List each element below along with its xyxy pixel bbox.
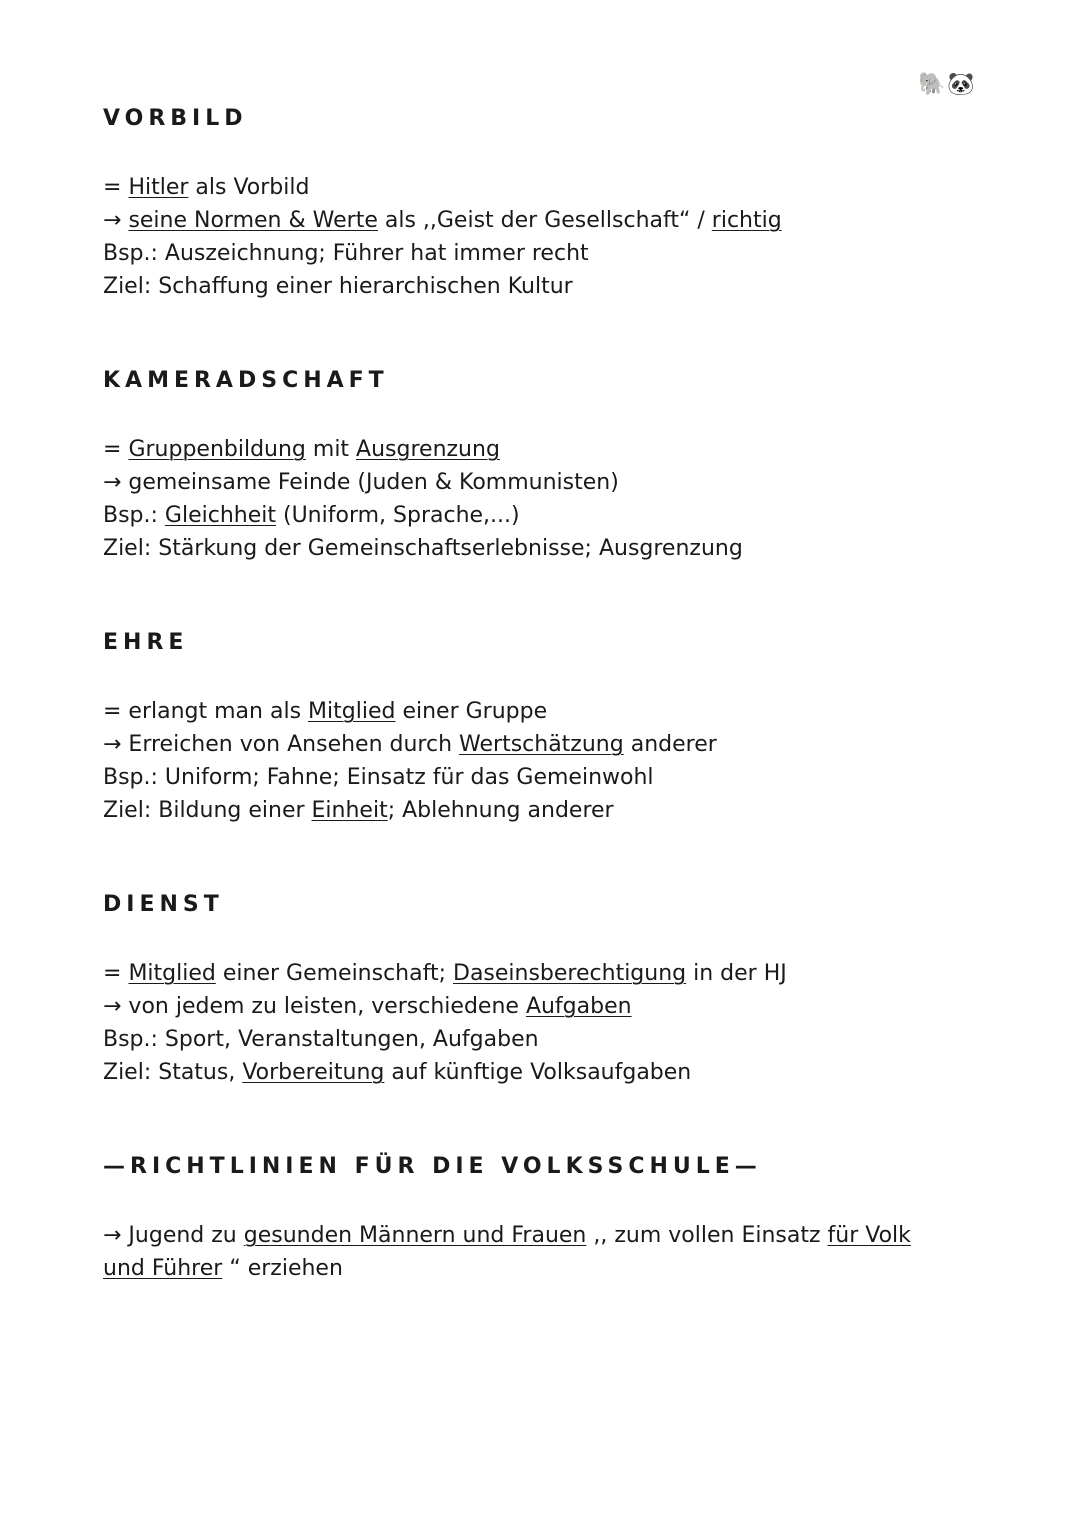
underlined-term: Einheit xyxy=(311,798,388,823)
text-segment: ; Ablehnung anderer xyxy=(387,798,614,823)
definition-line xyxy=(103,171,1003,204)
underlined-term: seine Normen & Werte xyxy=(128,208,378,233)
text-segment: (Uniform, Sprache,...) xyxy=(276,503,520,528)
section-body xyxy=(103,171,1003,303)
text-segment: anderer xyxy=(623,732,717,757)
text-segment: → Erreichen von Ansehen durch xyxy=(103,732,460,757)
text-segment: Ziel: Status, xyxy=(103,1060,243,1085)
text-segment: als Vorbild xyxy=(188,175,310,200)
definition-line xyxy=(103,433,1003,466)
text-segment: Bsp.: xyxy=(103,503,165,528)
underlined-term: Gleichheit xyxy=(164,503,276,528)
section-dienst xyxy=(103,890,1003,1089)
underlined-term: Hitler xyxy=(128,175,189,200)
text-segment: in der HJ xyxy=(686,961,787,986)
section-heading: VORBILD xyxy=(103,106,248,131)
section-heading: EHRE xyxy=(103,630,189,655)
text-segment: → xyxy=(103,208,129,233)
panda-icon: 🐼 xyxy=(947,72,975,97)
goal-line xyxy=(103,794,1003,827)
elephant-icon: 🐘 xyxy=(918,72,946,97)
text-segment: Ziel: Bildung einer xyxy=(103,798,312,823)
section-heading: KAMERADSCHAFT xyxy=(103,368,389,393)
decorative-emoji-group xyxy=(918,72,975,98)
arrow-line: → gemeinsame Feinde (Juden & Kommunisten) xyxy=(103,470,619,495)
underlined-term: gesunden Männern und Frauen xyxy=(243,1223,587,1248)
section-richtlinien xyxy=(103,1152,1003,1285)
section-heading: —RICHTLINIEN FÜR DIE VOLKSSCHULE— xyxy=(103,1154,762,1179)
text-segment: einer Gruppe xyxy=(395,699,548,724)
underlined-term: Mitglied xyxy=(308,699,396,724)
text-segment: = xyxy=(103,437,129,462)
definition-line xyxy=(103,957,1003,990)
text-segment: einer Gemeinschaft; xyxy=(215,961,453,986)
section-body xyxy=(103,1219,943,1285)
text-segment: = xyxy=(103,961,129,986)
section-ehre xyxy=(103,628,1003,827)
arrow-line xyxy=(103,1223,911,1281)
text-segment: = erlangt man als xyxy=(103,699,309,724)
goal-line: Ziel: Stärkung der Gemeinschaftserlebnisse; Ausgrenzung xyxy=(103,536,743,561)
section-vorbild xyxy=(103,104,1003,303)
text-segment: → Jugend zu xyxy=(103,1223,244,1248)
example-line: Bsp.: Uniform; Fahne; Einsatz für das Gemeinwohl xyxy=(103,765,654,790)
underlined-term: Vorbereitung xyxy=(242,1060,385,1085)
underlined-term: Daseinsberechtigung xyxy=(453,961,687,986)
underlined-term: Wertschätzung xyxy=(459,732,624,757)
section-heading: DIENST xyxy=(103,892,224,917)
section-body xyxy=(103,957,1003,1089)
arrow-line xyxy=(103,728,1003,761)
text-segment: als ,,Geist der Gesellschaft“ / xyxy=(377,208,712,233)
text-segment: mit xyxy=(305,437,357,462)
example-line: Bsp.: Auszeichnung; Führer hat immer recht xyxy=(103,241,589,266)
text-segment: ,, zum vollen Einsatz xyxy=(586,1223,828,1248)
underlined-term: Aufgaben xyxy=(525,994,632,1019)
underlined-term: für Volk und Führer xyxy=(103,1223,911,1281)
goal-line: Ziel: Schaffung einer hierarchischen Kultur xyxy=(103,274,573,299)
section-body xyxy=(103,433,1003,565)
goal-line xyxy=(103,1056,1003,1089)
underlined-term: Mitglied xyxy=(128,961,216,986)
arrow-line xyxy=(103,990,1003,1023)
text-segment: “ erziehen xyxy=(222,1256,343,1281)
underlined-term: Gruppenbildung xyxy=(128,437,306,462)
section-kameradschaft xyxy=(103,366,1003,565)
definition-line xyxy=(103,695,1003,728)
text-segment: auf künftige Volksaufgaben xyxy=(384,1060,692,1085)
arrow-line xyxy=(103,204,1003,237)
text-segment: → von jedem zu leisten, verschiedene xyxy=(103,994,526,1019)
example-line xyxy=(103,499,1003,532)
underlined-term: Ausgrenzung xyxy=(356,437,500,462)
text-segment: = xyxy=(103,175,129,200)
section-body xyxy=(103,695,1003,827)
underlined-term: richtig xyxy=(711,208,782,233)
example-line: Bsp.: Sport, Veranstaltungen, Aufgaben xyxy=(103,1027,539,1052)
